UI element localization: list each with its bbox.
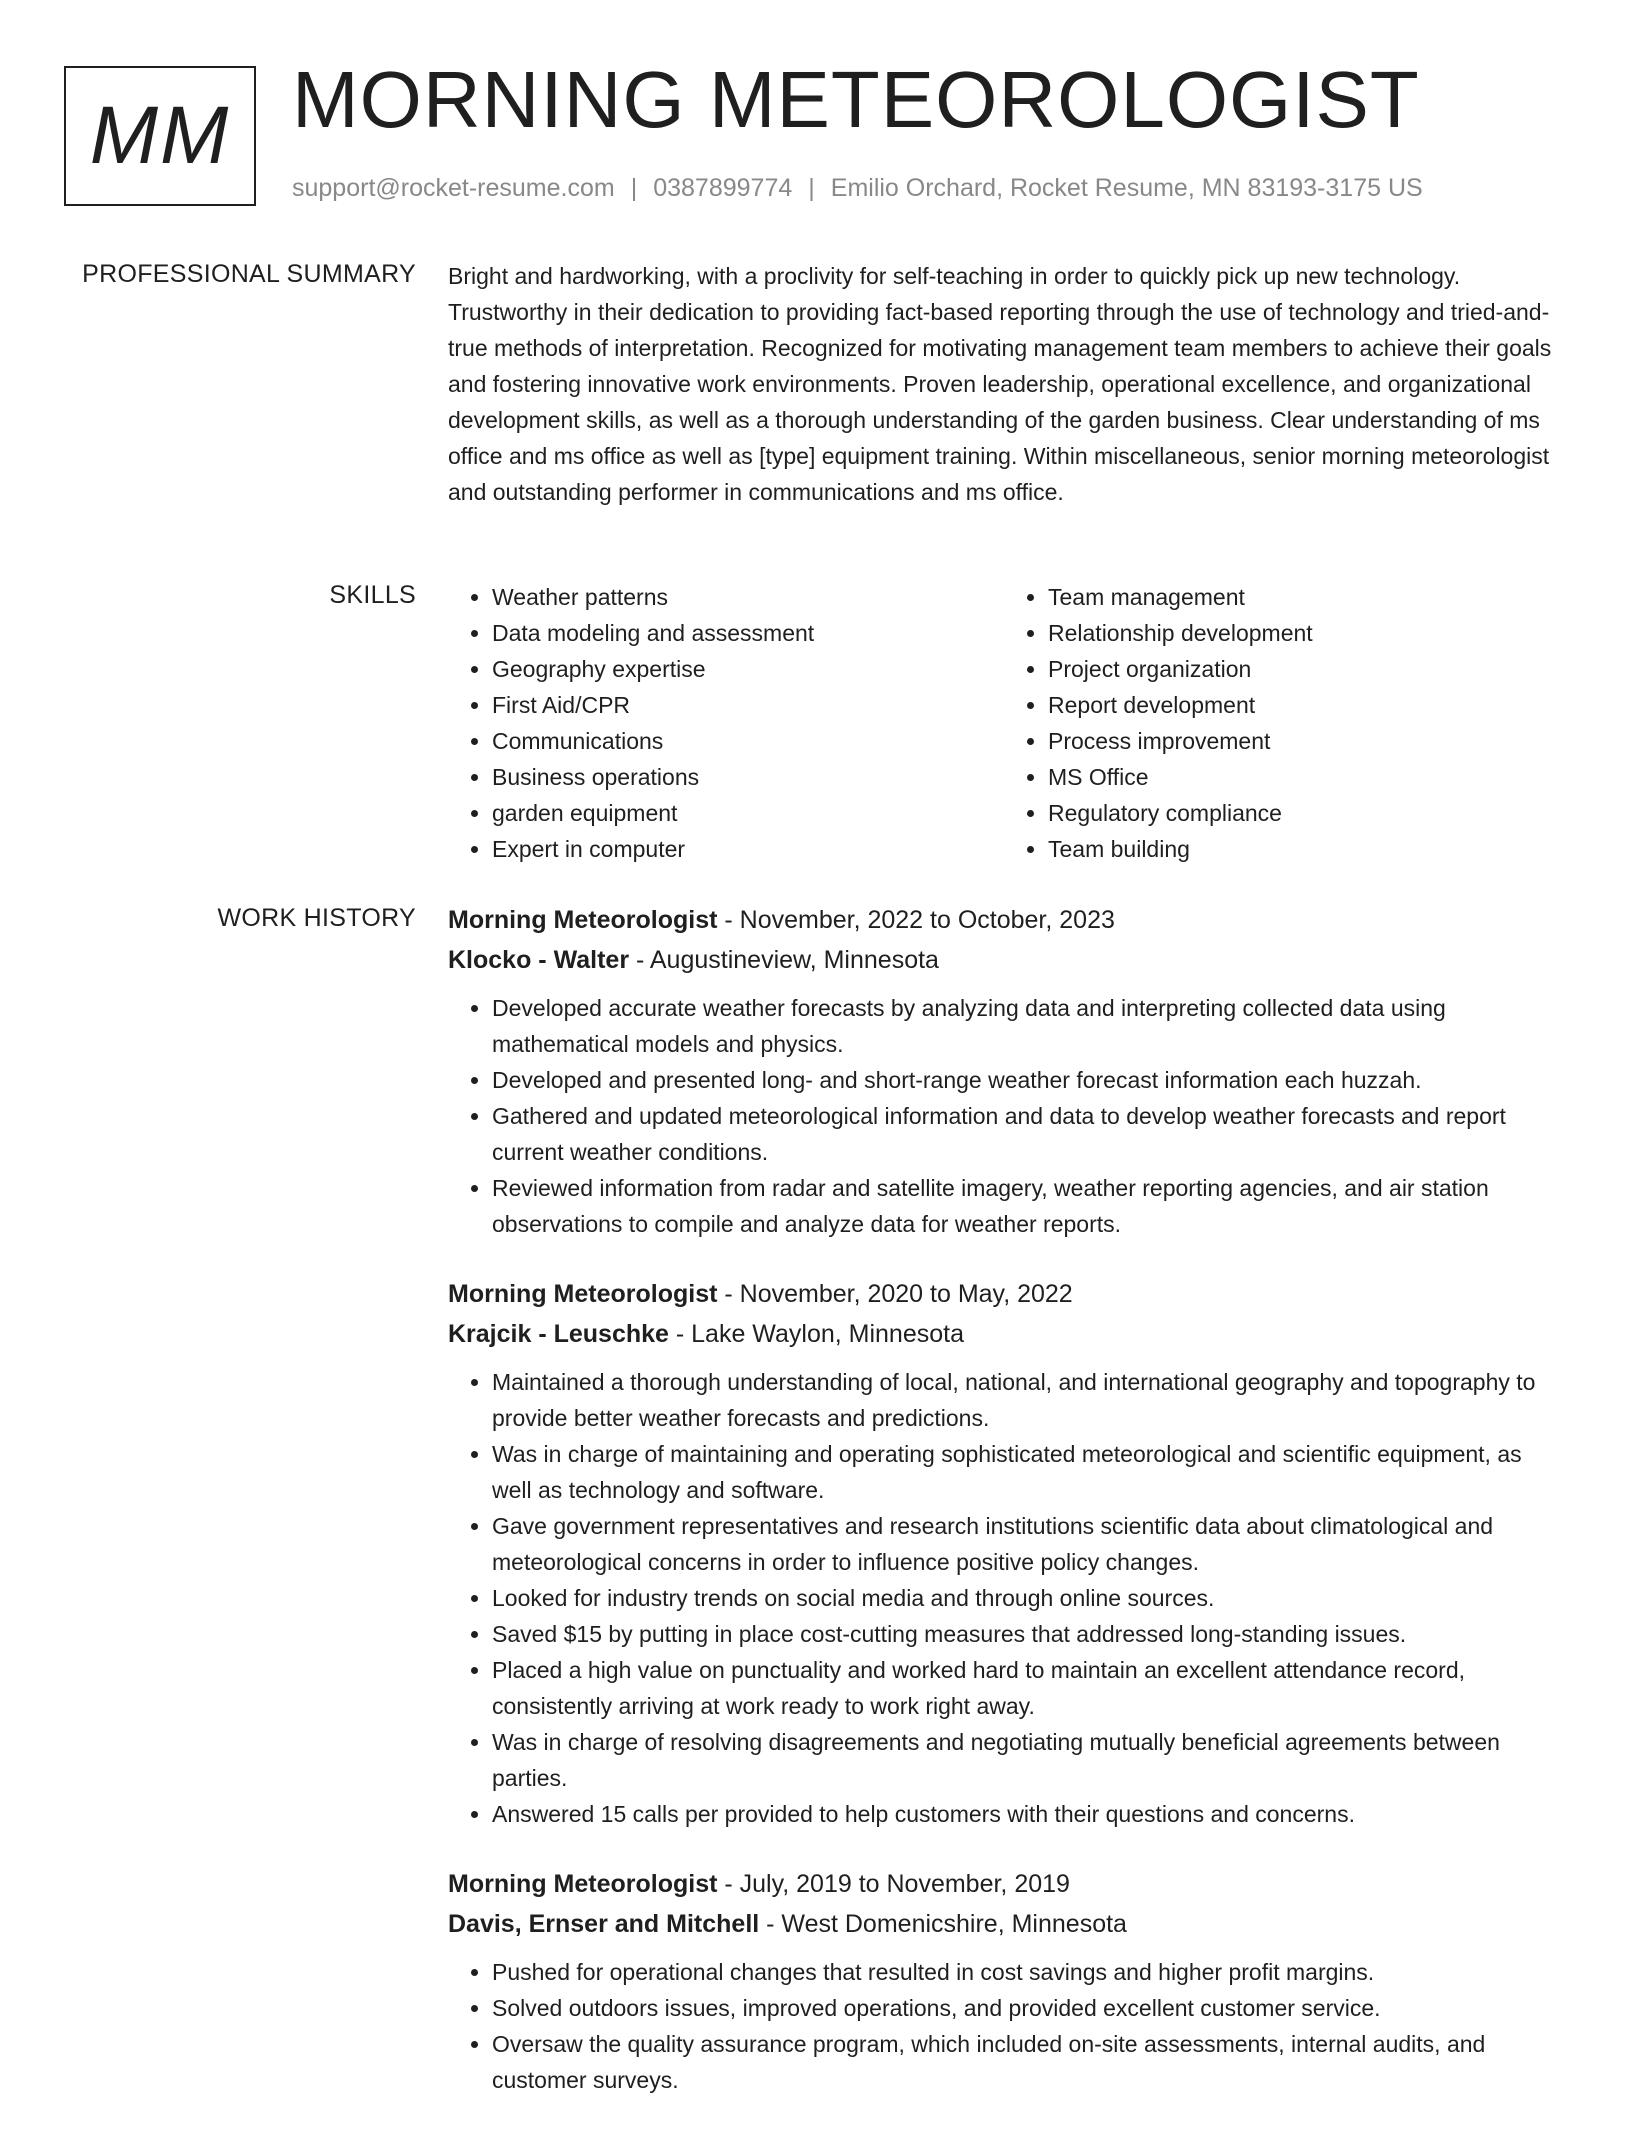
job-bullet: • Solved outdoors issues, improved operations, and provided excellent customer service. xyxy=(492,1990,1560,2026)
contact-separator: | xyxy=(808,174,815,202)
job-bullet: • Gathered and updated meteorological information and data to develop weather forecasts and report current weather conditions. xyxy=(492,1098,1560,1170)
job-bullets xyxy=(448,1364,1560,1832)
job-company: Krajcik - Leuschke xyxy=(448,1320,669,1348)
skill-item: • Relationship development xyxy=(1048,615,1560,651)
candidate-name: MORNING METEOROLOGIST xyxy=(292,55,1420,144)
job-company-line xyxy=(448,940,1560,980)
contact-separator: | xyxy=(630,174,638,202)
job-title: Morning Meteorologist xyxy=(448,906,718,934)
skill-item: • garden equipment xyxy=(492,795,1004,831)
summary-text: Bright and hardworking, with a proclivity for self-teaching in order to quickly pick up new technology. Trustworthy in their dedication to providing fact-based reporting through the use of technology and tried-and-true methods of interpretation. Recognized for motivating management team members to achieve their goals and fostering innovative work environments. Proven leadership, operational excellence, and organizational development skills, as well as a thorough understanding of the garden business. Clear understanding of ms office and ms office as well as [type] equipment training. Within miscellaneous, senior morning meteorologist and outstanding performer in communications and ms office. xyxy=(448,263,1552,505)
job-location: - Lake Waylon, Minnesota xyxy=(668,1320,964,1348)
skill-item: • Regulatory compliance xyxy=(1048,795,1560,831)
skill-item: • Team building xyxy=(1048,831,1560,867)
job-entry xyxy=(448,900,1560,1242)
job-company: Klocko - Walter xyxy=(448,946,630,974)
job-bullet: • Developed and presented long- and short-range weather forecast information each huzzah. xyxy=(492,1062,1560,1098)
skill-item: • Expert in computer xyxy=(492,831,1004,867)
job-dates: - November, 2022 to October, 2023 xyxy=(717,906,1115,934)
skill-item: • Process improvement xyxy=(1048,723,1560,759)
job-bullet: • Was in charge of resolving disagreements and negotiating mutually beneficial agreements between parties. xyxy=(492,1724,1560,1796)
skill-item: • Project organization xyxy=(1048,651,1560,687)
work-history-body xyxy=(448,900,1560,2130)
job-company-line xyxy=(448,1904,1560,1944)
job-entry xyxy=(448,1864,1560,2098)
job-bullet: • Placed a high value on punctuality and worked hard to maintain an excellent attendance record, consistently arriving at work ready to work right away. xyxy=(492,1652,1560,1724)
contact-email: support@rocket-resume.com xyxy=(292,174,615,202)
job-location: - Augustineview, Minnesota xyxy=(629,946,939,974)
job-bullet: • Oversaw the quality assurance program, which included on-site assessments, internal audits, and customer surveys. xyxy=(492,2026,1560,2098)
contact-phone: 0387899774 xyxy=(653,174,793,202)
skills-list-right xyxy=(1004,579,1560,867)
job-title-line xyxy=(448,1864,1560,1904)
job-title: Morning Meteorologist xyxy=(448,1870,718,1898)
job-bullets xyxy=(448,1954,1560,2098)
skill-item: • MS Office xyxy=(1048,759,1560,795)
job-title-line xyxy=(448,900,1560,940)
job-dates: - July, 2019 to November, 2019 xyxy=(717,1870,1070,1898)
job-company: Davis, Ernser and Mitchell xyxy=(448,1910,760,1938)
skill-item: • Communications xyxy=(492,723,1004,759)
job-bullet: • Pushed for operational changes that resulted in cost savings and higher profit margins. xyxy=(492,1954,1560,1990)
work-history-label: WORK HISTORY xyxy=(217,904,416,932)
job-bullet: • Was in charge of maintaining and operating sophisticated meteorological and scientific equipment, as well as technology and software. xyxy=(492,1436,1560,1508)
skill-item: • Business operations xyxy=(492,759,1004,795)
job-bullet: • Saved $15 by putting in place cost-cutting measures that addressed long-standing issues. xyxy=(492,1616,1560,1652)
summary-body xyxy=(448,258,1560,510)
job-dates: - November, 2020 to May, 2022 xyxy=(717,1280,1073,1308)
skill-item: • Weather patterns xyxy=(492,579,1004,615)
summary-label: PROFESSIONAL SUMMARY xyxy=(82,260,416,288)
job-bullet: • Developed accurate weather forecasts by analyzing data and interpreting collected data using mathematical models and physics. xyxy=(492,990,1560,1062)
job-company-line xyxy=(448,1314,1560,1354)
monogram-initials: MM xyxy=(89,90,231,181)
skill-item: • First Aid/CPR xyxy=(492,687,1004,723)
job-title-line xyxy=(448,1274,1560,1314)
job-bullets xyxy=(448,990,1560,1242)
skill-item: • Team management xyxy=(1048,579,1560,615)
contact-address: Emilio Orchard, Rocket Resume, MN 83193-3175 US xyxy=(830,174,1423,202)
job-bullet: • Answered 15 calls per provided to help customers with their questions and concerns. xyxy=(492,1796,1560,1832)
job-bullet: • Maintained a thorough understanding of local, national, and international geography and topography to provide better weather forecasts and predictions. xyxy=(492,1364,1560,1436)
skills-body xyxy=(448,579,1560,867)
skills-list-left xyxy=(448,579,1004,867)
skill-item: • Geography expertise xyxy=(492,651,1004,687)
skill-item: • Report development xyxy=(1048,687,1560,723)
skills-label: SKILLS xyxy=(329,581,416,609)
contact-line xyxy=(292,174,1423,203)
job-bullet: • Gave government representatives and research institutions scientific data about climatological and meteorological concerns in order to influence positive policy changes. xyxy=(492,1508,1560,1580)
skills-columns xyxy=(448,579,1560,867)
job-title: Morning Meteorologist xyxy=(448,1280,718,1308)
job-location: - West Domenicshire, Minnesota xyxy=(759,1910,1127,1938)
job-bullet: • Reviewed information from radar and satellite imagery, weather reporting agencies, and air station observations to compile and analyze data for weather reports. xyxy=(492,1170,1560,1242)
monogram-box xyxy=(64,66,256,206)
job-bullet: • Looked for industry trends on social media and through online sources. xyxy=(492,1580,1560,1616)
skill-item: • Data modeling and assessment xyxy=(492,615,1004,651)
job-entry xyxy=(448,1274,1560,1832)
